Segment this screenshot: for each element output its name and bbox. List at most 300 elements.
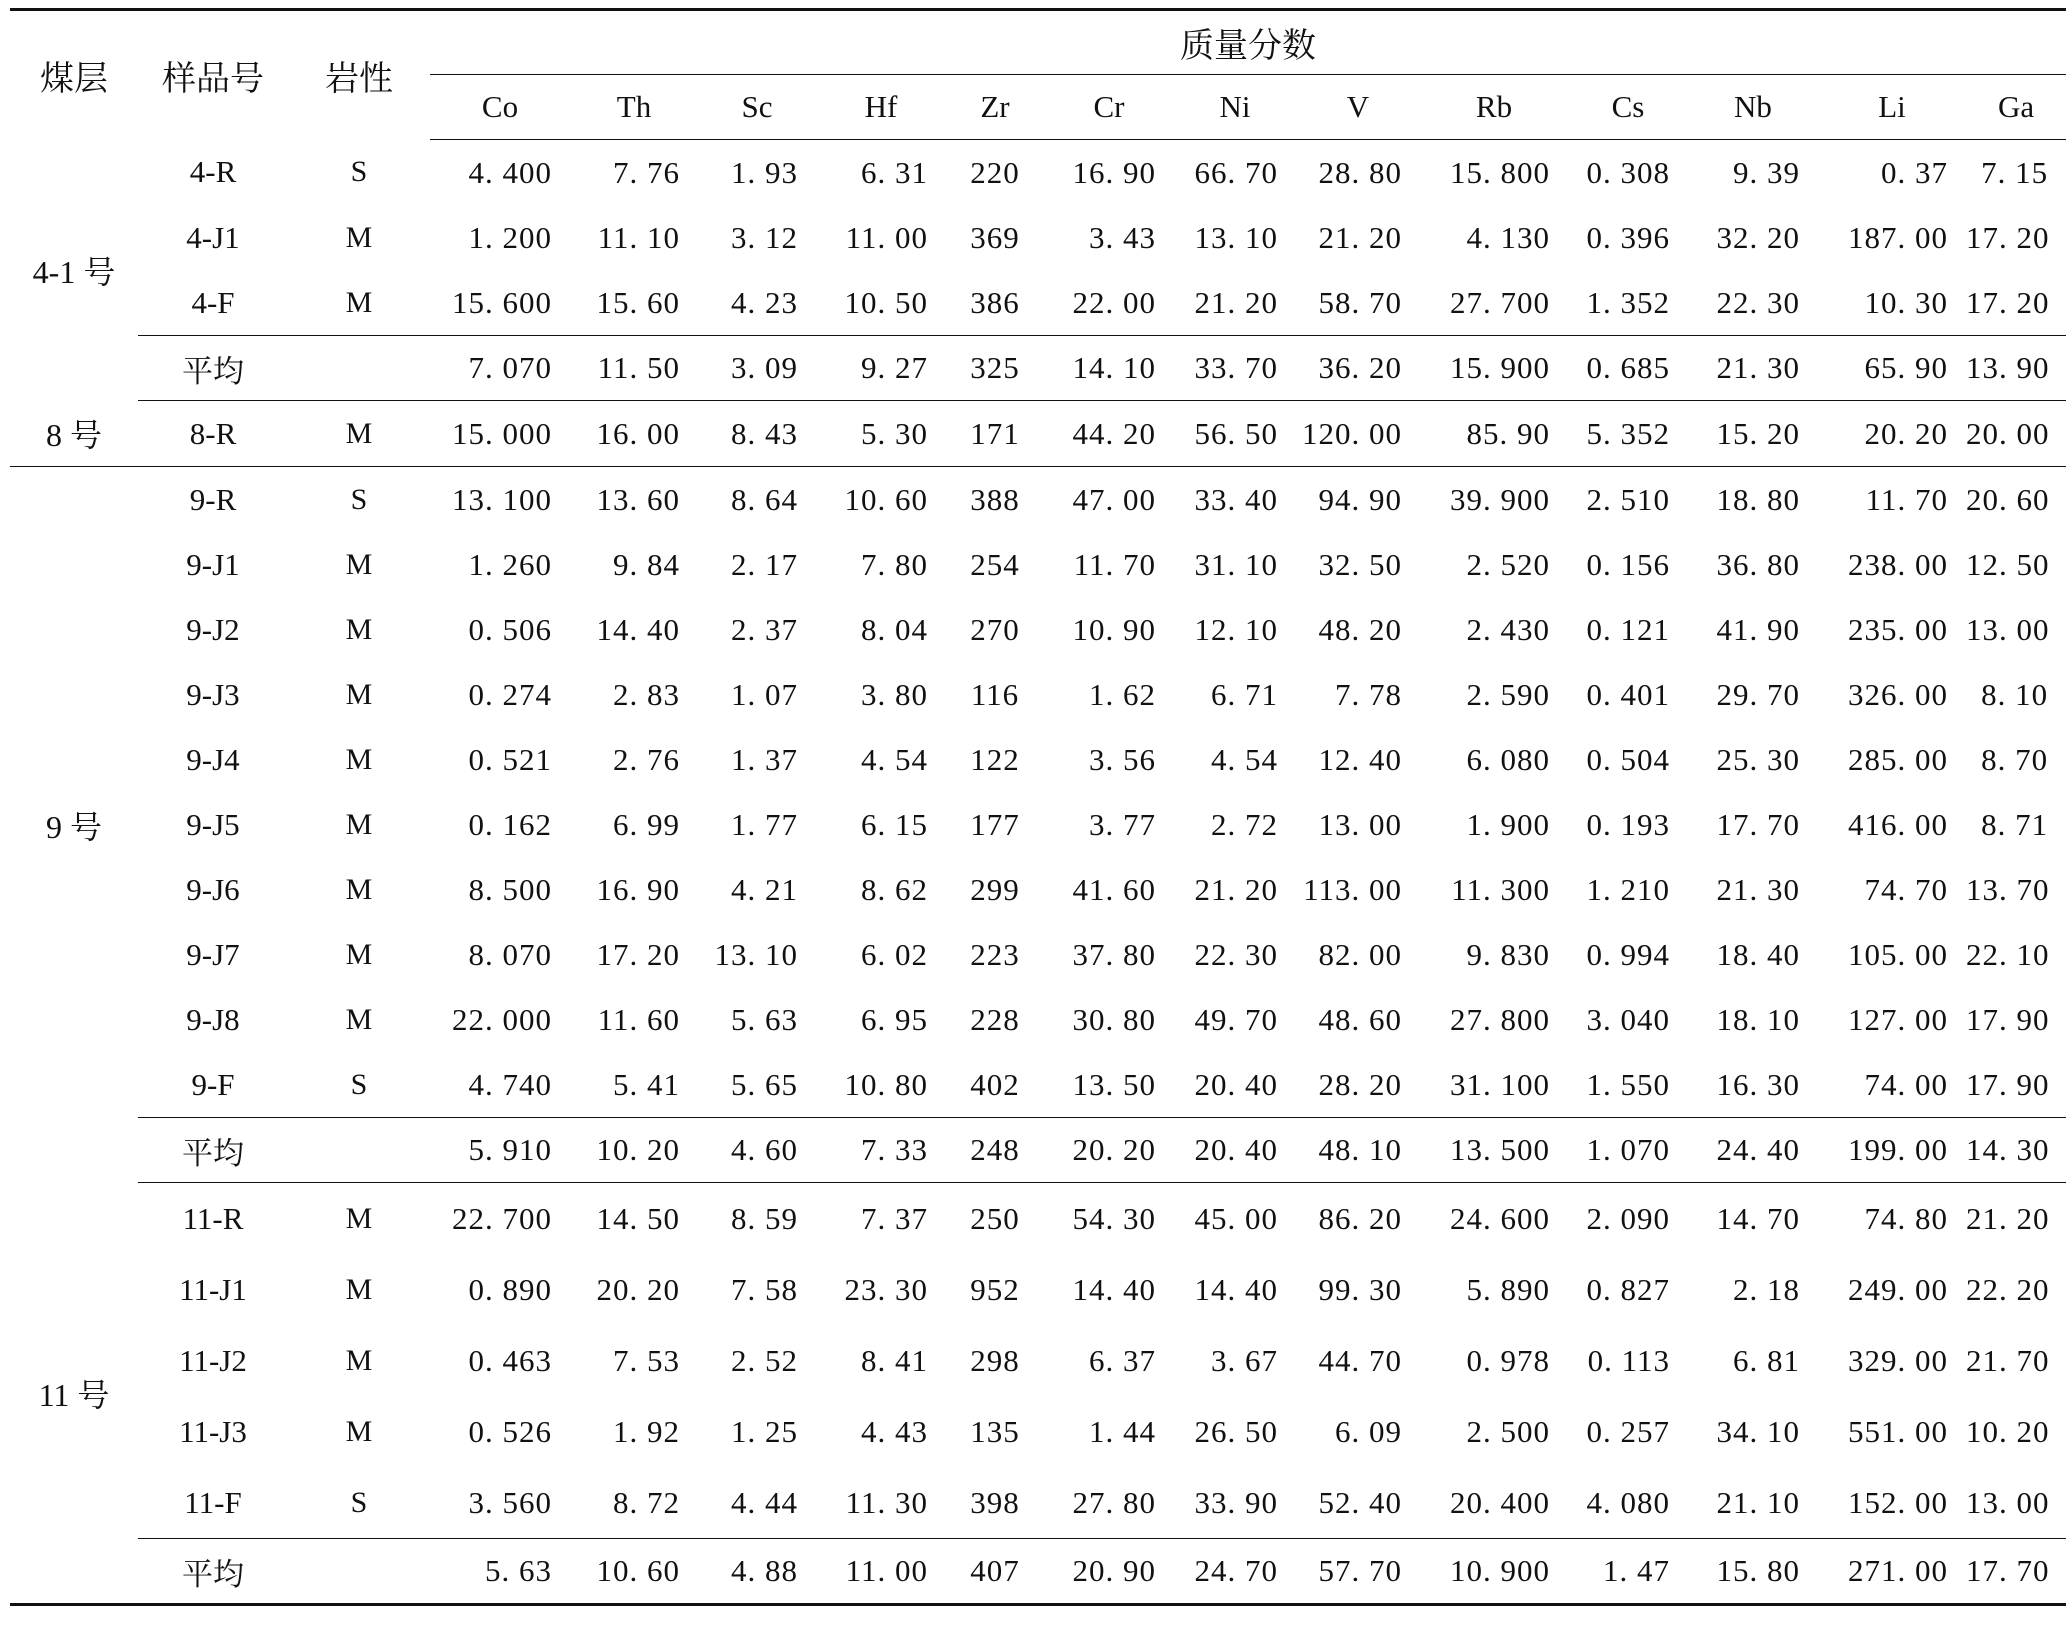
lithology-code: M bbox=[345, 937, 373, 971]
value-hf: 8. 62 bbox=[861, 871, 928, 907]
value-sc: 4. 21 bbox=[731, 871, 798, 907]
value-sc: 7. 58 bbox=[731, 1271, 798, 1307]
lithology-code: M bbox=[345, 547, 373, 581]
header-element-rb: Rb bbox=[1420, 75, 1568, 140]
sample-id: 11-J3 bbox=[179, 1413, 247, 1449]
value-cr: 27. 80 bbox=[1072, 1484, 1156, 1520]
header-mass-fraction: 质量分数 bbox=[430, 10, 2066, 75]
sample-id: 9-J3 bbox=[186, 676, 240, 712]
header-element-sc: Sc bbox=[698, 75, 816, 140]
table-row bbox=[10, 205, 2066, 270]
header-element-hf: Hf bbox=[816, 75, 946, 140]
value-nb: 21. 30 bbox=[1716, 871, 1800, 907]
average-th: 10. 20 bbox=[570, 1118, 698, 1183]
value-cr: 16. 90 bbox=[1072, 154, 1156, 190]
value-zr: 220 bbox=[970, 154, 1020, 190]
value-li: 127. 00 bbox=[1848, 1001, 1948, 1037]
value-th: 14. 50 bbox=[596, 1200, 680, 1236]
value-cs: 1. 210 bbox=[1586, 871, 1670, 907]
value-nb: 9. 39 bbox=[1733, 154, 1800, 190]
value-v: 7. 78 bbox=[1335, 676, 1402, 712]
value-ga: 20. 60 bbox=[1966, 481, 2050, 517]
seam-label: 11 号 bbox=[38, 1376, 110, 1413]
average-li: 65. 90 bbox=[1818, 336, 1966, 401]
value-nb: 18. 10 bbox=[1716, 1001, 1800, 1037]
value-co: 0. 526 bbox=[468, 1413, 552, 1449]
value-rb: 2. 500 bbox=[1466, 1413, 1550, 1449]
value-sc: 2. 37 bbox=[731, 611, 798, 647]
lithology-code: S bbox=[350, 155, 368, 189]
table-row bbox=[10, 532, 2066, 597]
average-co: 5. 63 bbox=[430, 1539, 570, 1605]
value-v: 21. 20 bbox=[1318, 219, 1402, 255]
value-co: 15. 600 bbox=[452, 284, 552, 320]
lithology-code: M bbox=[345, 807, 373, 841]
value-li: 329. 00 bbox=[1848, 1342, 1948, 1378]
table-header bbox=[10, 10, 2066, 140]
table-row bbox=[10, 140, 2066, 206]
header-element-ga: Ga bbox=[1966, 75, 2066, 140]
seam-label: 9 号 bbox=[45, 808, 102, 845]
value-th: 2. 83 bbox=[613, 676, 680, 712]
value-zr: 952 bbox=[970, 1271, 1020, 1307]
value-sc: 4. 44 bbox=[731, 1484, 798, 1520]
value-hf: 8. 04 bbox=[861, 611, 928, 647]
value-co: 1. 260 bbox=[468, 546, 552, 582]
average-sc: 4. 60 bbox=[698, 1118, 816, 1183]
value-rb: 1. 900 bbox=[1466, 806, 1550, 842]
value-ni: 22. 30 bbox=[1194, 936, 1278, 972]
value-ga: 8. 70 bbox=[1981, 741, 2049, 777]
value-cs: 1. 352 bbox=[1586, 284, 1670, 320]
value-v: 48. 60 bbox=[1318, 1001, 1402, 1037]
value-ni: 21. 20 bbox=[1194, 284, 1278, 320]
value-th: 16. 90 bbox=[596, 871, 680, 907]
value-ga: 13. 00 bbox=[1966, 611, 2050, 647]
lithology-empty bbox=[288, 1539, 430, 1605]
value-cr: 41. 60 bbox=[1072, 871, 1156, 907]
value-nb: 29. 70 bbox=[1716, 676, 1800, 712]
value-ni: 49. 70 bbox=[1194, 1001, 1278, 1037]
value-zr: 228 bbox=[970, 1001, 1020, 1037]
sample-id: 8-R bbox=[138, 401, 288, 467]
table-row bbox=[10, 1254, 2066, 1325]
table-row bbox=[10, 467, 2066, 533]
lithology-code: M bbox=[345, 220, 373, 254]
lithology-code: M bbox=[345, 872, 373, 906]
value-rb: 2. 590 bbox=[1466, 676, 1550, 712]
header-element-cs: Cs bbox=[1568, 75, 1688, 140]
value-rb: 39. 900 bbox=[1450, 481, 1550, 517]
sample-id: 4-F bbox=[191, 284, 235, 320]
table-row bbox=[10, 597, 2066, 662]
value-nb: 21. 10 bbox=[1716, 1484, 1800, 1520]
average-zr: 325 bbox=[946, 336, 1044, 401]
value-th: 15. 60 bbox=[596, 284, 680, 320]
value-sc: 1. 25 bbox=[731, 1413, 798, 1449]
value-cs: 4. 080 bbox=[1586, 1484, 1670, 1520]
value-ga: 8. 71 bbox=[1981, 806, 2049, 842]
table-row bbox=[10, 270, 2066, 336]
value-rb: 24. 600 bbox=[1450, 1200, 1550, 1236]
table-row bbox=[10, 1396, 2066, 1467]
value-rb: 9. 830 bbox=[1466, 936, 1550, 972]
average-row bbox=[10, 1539, 2066, 1605]
value-li: 285. 00 bbox=[1848, 741, 1948, 777]
value-li: 187. 00 bbox=[1848, 219, 1948, 255]
lithology-code: M bbox=[345, 742, 373, 776]
value-ni: 20. 40 bbox=[1194, 1066, 1278, 1102]
trace-element-table bbox=[10, 8, 2066, 1606]
value-cr: 47. 00 bbox=[1072, 481, 1156, 517]
average-rb: 13. 500 bbox=[1420, 1118, 1568, 1183]
value-li: 249. 00 bbox=[1848, 1271, 1948, 1307]
average-th: 11. 50 bbox=[570, 336, 698, 401]
value-co: 0. 521 bbox=[468, 741, 552, 777]
value-zr: 270 bbox=[970, 611, 1020, 647]
value-hf: 4. 54 bbox=[861, 741, 928, 777]
value-co: 0. 274 bbox=[468, 676, 552, 712]
value-nb: 18. 40 bbox=[1716, 936, 1800, 972]
average-row bbox=[10, 1118, 2066, 1183]
value-sc: 5. 63 bbox=[731, 1001, 798, 1037]
value-rb: 20. 400 bbox=[1450, 1484, 1550, 1520]
value-co: 8. 500 bbox=[468, 871, 552, 907]
average-hf: 7. 33 bbox=[816, 1118, 946, 1183]
value-li: 74. 00 bbox=[1864, 1066, 1948, 1102]
value-sc: 5. 65 bbox=[731, 1066, 798, 1102]
value-sc: 8. 43 bbox=[698, 401, 816, 467]
value-ga: 22. 20 bbox=[1966, 1271, 2050, 1307]
value-sc: 3. 12 bbox=[731, 219, 798, 255]
value-ni: 31. 10 bbox=[1194, 546, 1278, 582]
value-zr: 116 bbox=[970, 676, 1020, 712]
value-cr: 3. 56 bbox=[1089, 741, 1156, 777]
lithology-code: M bbox=[345, 677, 373, 711]
value-th: 11. 60 bbox=[597, 1001, 680, 1037]
value-hf: 10. 80 bbox=[844, 1066, 928, 1102]
value-cs: 0. 113 bbox=[1587, 1342, 1670, 1378]
value-ga: 13. 00 bbox=[1966, 1484, 2050, 1520]
average-co: 7. 070 bbox=[430, 336, 570, 401]
value-rb: 27. 700 bbox=[1450, 284, 1550, 320]
value-hf: 5. 30 bbox=[816, 401, 946, 467]
average-sc: 3. 09 bbox=[698, 336, 816, 401]
value-hf: 7. 37 bbox=[861, 1200, 928, 1236]
lithology-code: M bbox=[345, 1414, 373, 1448]
average-hf: 11. 00 bbox=[816, 1539, 946, 1605]
value-v: 44. 70 bbox=[1318, 1342, 1402, 1378]
value-rb: 4. 130 bbox=[1466, 219, 1550, 255]
lithology-code: M bbox=[345, 285, 373, 319]
value-nb: 25. 30 bbox=[1716, 741, 1800, 777]
value-zr: 122 bbox=[970, 741, 1020, 777]
value-th: 17. 20 bbox=[596, 936, 680, 972]
value-cr: 37. 80 bbox=[1072, 936, 1156, 972]
value-rb: 6. 080 bbox=[1466, 741, 1550, 777]
value-rb: 15. 800 bbox=[1450, 154, 1550, 190]
value-cr: 22. 00 bbox=[1072, 284, 1156, 320]
value-v: 6. 09 bbox=[1335, 1413, 1402, 1449]
table-body bbox=[10, 140, 2066, 1605]
value-nb: 6. 81 bbox=[1733, 1342, 1800, 1378]
value-ga: 17. 20 bbox=[1966, 284, 2050, 320]
table-row bbox=[10, 1052, 2066, 1118]
average-ga: 14. 30 bbox=[1966, 1118, 2066, 1183]
value-ga: 17. 90 bbox=[1966, 1066, 2050, 1102]
header-element-v: V bbox=[1296, 75, 1420, 140]
sample-id: 9-R bbox=[189, 481, 237, 517]
sample-id: 4-J1 bbox=[186, 219, 240, 255]
value-co: 1. 200 bbox=[468, 219, 552, 255]
value-cr: 1. 62 bbox=[1089, 676, 1156, 712]
average-li: 199. 00 bbox=[1818, 1118, 1966, 1183]
value-ni: 66. 70 bbox=[1194, 154, 1278, 190]
value-zr: 402 bbox=[970, 1066, 1020, 1102]
value-sc: 1. 77 bbox=[731, 806, 798, 842]
value-co: 0. 506 bbox=[468, 611, 552, 647]
value-cr: 6. 37 bbox=[1089, 1342, 1156, 1378]
average-label: 平均 bbox=[138, 336, 288, 401]
value-cs: 0. 193 bbox=[1586, 806, 1670, 842]
sample-id: 11-F bbox=[184, 1484, 242, 1520]
value-co: 0. 162 bbox=[468, 806, 552, 842]
value-th: 5. 41 bbox=[613, 1066, 680, 1102]
value-hf: 23. 30 bbox=[844, 1271, 928, 1307]
average-v: 36. 20 bbox=[1296, 336, 1420, 401]
value-th: 2. 76 bbox=[613, 741, 680, 777]
header-lithology: 岩性 bbox=[325, 60, 393, 98]
value-cs: 0. 401 bbox=[1586, 676, 1670, 712]
value-th: 8. 72 bbox=[613, 1484, 680, 1520]
sample-id: 9-J1 bbox=[186, 546, 240, 582]
value-cs: 2. 510 bbox=[1586, 481, 1670, 517]
value-cs: 0. 156 bbox=[1586, 546, 1670, 582]
value-ga: 17. 20 bbox=[1966, 219, 2050, 255]
value-rb: 31. 100 bbox=[1450, 1066, 1550, 1102]
value-zr: 254 bbox=[970, 546, 1020, 582]
value-cs: 2. 090 bbox=[1586, 1200, 1670, 1236]
value-sc: 13. 10 bbox=[714, 936, 798, 972]
average-ni: 20. 40 bbox=[1174, 1118, 1296, 1183]
table-row bbox=[10, 1325, 2066, 1396]
value-cr: 44. 20 bbox=[1044, 401, 1174, 467]
lithology-code: S bbox=[350, 482, 368, 516]
value-ni: 3. 67 bbox=[1211, 1342, 1278, 1378]
sample-id: 9-F bbox=[191, 1066, 235, 1102]
value-co: 0. 463 bbox=[468, 1342, 552, 1378]
lithology-code: M bbox=[345, 1201, 373, 1235]
value-th: 9. 84 bbox=[613, 546, 680, 582]
header-element-co: Co bbox=[430, 75, 570, 140]
value-th: 20. 20 bbox=[596, 1271, 680, 1307]
value-hf: 7. 80 bbox=[861, 546, 928, 582]
value-co: 0. 890 bbox=[468, 1271, 552, 1307]
value-ga: 21. 20 bbox=[1966, 1200, 2050, 1236]
value-rb: 2. 520 bbox=[1466, 546, 1550, 582]
seam-label: 4-1 号 bbox=[32, 254, 116, 290]
value-nb: 16. 30 bbox=[1716, 1066, 1800, 1102]
value-cr: 1. 44 bbox=[1089, 1413, 1156, 1449]
value-ga: 21. 70 bbox=[1966, 1342, 2050, 1378]
value-ni: 56. 50 bbox=[1174, 401, 1296, 467]
value-ni: 6. 71 bbox=[1211, 676, 1278, 712]
value-rb: 11. 300 bbox=[1451, 871, 1550, 907]
value-ga: 20. 00 bbox=[1966, 401, 2066, 467]
value-ni: 4. 54 bbox=[1211, 741, 1278, 777]
value-hf: 8. 41 bbox=[861, 1342, 928, 1378]
value-zr: 386 bbox=[970, 284, 1020, 320]
value-zr: 250 bbox=[970, 1200, 1020, 1236]
value-li: 152. 00 bbox=[1848, 1484, 1948, 1520]
table-row bbox=[10, 857, 2066, 922]
value-th: 6. 99 bbox=[613, 806, 680, 842]
lithology-code: S bbox=[350, 1067, 368, 1101]
value-co: 22. 700 bbox=[452, 1200, 552, 1236]
value-cr: 14. 40 bbox=[1072, 1271, 1156, 1307]
lithology-code: M bbox=[345, 1272, 373, 1306]
value-v: 120. 00 bbox=[1296, 401, 1420, 467]
value-th: 1. 92 bbox=[613, 1413, 680, 1449]
value-sc: 1. 07 bbox=[731, 676, 798, 712]
lithology-code: M bbox=[288, 401, 430, 467]
lithology-code: M bbox=[345, 1002, 373, 1036]
average-cs: 0. 685 bbox=[1568, 336, 1688, 401]
value-v: 94. 90 bbox=[1318, 481, 1402, 517]
value-co: 3. 560 bbox=[468, 1484, 552, 1520]
sample-id: 9-J8 bbox=[186, 1001, 240, 1037]
average-hf: 9. 27 bbox=[816, 336, 946, 401]
table-row bbox=[10, 401, 2066, 467]
header-element-li: Li bbox=[1818, 75, 1966, 140]
value-th: 16. 00 bbox=[570, 401, 698, 467]
average-rb: 15. 900 bbox=[1420, 336, 1568, 401]
value-co: 8. 070 bbox=[468, 936, 552, 972]
value-cr: 3. 77 bbox=[1089, 806, 1156, 842]
average-cr: 20. 20 bbox=[1044, 1118, 1174, 1183]
value-zr: 177 bbox=[970, 806, 1020, 842]
lithology-empty bbox=[288, 336, 430, 401]
sample-id: 9-J2 bbox=[186, 611, 240, 647]
header-element-th: Th bbox=[570, 75, 698, 140]
value-ni: 26. 50 bbox=[1194, 1413, 1278, 1449]
lithology-code: M bbox=[345, 1343, 373, 1377]
lithology-code: S bbox=[350, 1485, 368, 1519]
value-li: 20. 20 bbox=[1818, 401, 1966, 467]
sample-id: 11-R bbox=[182, 1200, 244, 1236]
value-li: 0. 37 bbox=[1881, 154, 1948, 190]
header-sample: 样品号 bbox=[162, 60, 264, 98]
value-co: 4. 400 bbox=[468, 154, 552, 190]
value-v: 48. 20 bbox=[1318, 611, 1402, 647]
value-ga: 12. 50 bbox=[1966, 546, 2050, 582]
value-cs: 0. 308 bbox=[1586, 154, 1670, 190]
value-v: 13. 00 bbox=[1318, 806, 1402, 842]
value-sc: 1. 93 bbox=[731, 154, 798, 190]
value-v: 86. 20 bbox=[1318, 1200, 1402, 1236]
value-v: 52. 40 bbox=[1318, 1484, 1402, 1520]
value-zr: 369 bbox=[970, 219, 1020, 255]
value-li: 74. 80 bbox=[1864, 1200, 1948, 1236]
value-li: 11. 70 bbox=[1865, 481, 1948, 517]
value-li: 10. 30 bbox=[1864, 284, 1948, 320]
value-cr: 10. 90 bbox=[1072, 611, 1156, 647]
lithology-empty bbox=[288, 1118, 430, 1183]
value-cs: 1. 550 bbox=[1586, 1066, 1670, 1102]
value-ga: 13. 70 bbox=[1966, 871, 2050, 907]
lithology-code: M bbox=[345, 612, 373, 646]
value-co: 15. 000 bbox=[430, 401, 570, 467]
value-ni: 12. 10 bbox=[1194, 611, 1278, 647]
value-cr: 30. 80 bbox=[1072, 1001, 1156, 1037]
value-hf: 6. 31 bbox=[861, 154, 928, 190]
value-hf: 4. 43 bbox=[861, 1413, 928, 1449]
value-cr: 13. 50 bbox=[1072, 1066, 1156, 1102]
value-sc: 1. 37 bbox=[731, 741, 798, 777]
value-ni: 33. 90 bbox=[1194, 1484, 1278, 1520]
value-co: 13. 100 bbox=[452, 481, 552, 517]
average-ga: 13. 90 bbox=[1966, 336, 2066, 401]
seam-label: 8 号 bbox=[10, 401, 138, 467]
average-nb: 24. 40 bbox=[1688, 1118, 1818, 1183]
sample-id: 9-J5 bbox=[186, 806, 240, 842]
value-li: 105. 00 bbox=[1848, 936, 1948, 972]
value-cs: 0. 827 bbox=[1586, 1271, 1670, 1307]
value-zr: 135 bbox=[970, 1413, 1020, 1449]
value-v: 58. 70 bbox=[1318, 284, 1402, 320]
value-hf: 3. 80 bbox=[861, 676, 928, 712]
table-row bbox=[10, 922, 2066, 987]
value-cs: 0. 396 bbox=[1586, 219, 1670, 255]
value-li: 326. 00 bbox=[1848, 676, 1948, 712]
header-element-zr: Zr bbox=[946, 75, 1044, 140]
value-nb: 18. 80 bbox=[1716, 481, 1800, 517]
value-cs: 0. 994 bbox=[1586, 936, 1670, 972]
value-hf: 6. 02 bbox=[861, 936, 928, 972]
header-element-nb: Nb bbox=[1688, 75, 1818, 140]
value-hf: 10. 60 bbox=[844, 481, 928, 517]
value-li: 238. 00 bbox=[1848, 546, 1948, 582]
sample-id: 4-R bbox=[189, 154, 237, 190]
average-nb: 21. 30 bbox=[1688, 336, 1818, 401]
table-row bbox=[10, 727, 2066, 792]
value-sc: 4. 23 bbox=[731, 284, 798, 320]
value-cs: 0. 257 bbox=[1586, 1413, 1670, 1449]
value-rb: 0. 978 bbox=[1466, 1342, 1550, 1378]
value-co: 4. 740 bbox=[468, 1066, 552, 1102]
value-hf: 11. 30 bbox=[845, 1484, 928, 1520]
value-cr: 54. 30 bbox=[1072, 1200, 1156, 1236]
value-ni: 33. 40 bbox=[1194, 481, 1278, 517]
average-li: 271. 00 bbox=[1818, 1539, 1966, 1605]
average-zr: 248 bbox=[946, 1118, 1044, 1183]
table-row bbox=[10, 987, 2066, 1052]
value-v: 32. 50 bbox=[1318, 546, 1402, 582]
value-co: 22. 000 bbox=[452, 1001, 552, 1037]
value-sc: 8. 64 bbox=[731, 481, 798, 517]
value-hf: 6. 95 bbox=[861, 1001, 928, 1037]
value-zr: 298 bbox=[970, 1342, 1020, 1378]
value-nb: 32. 20 bbox=[1716, 219, 1800, 255]
value-zr: 223 bbox=[970, 936, 1020, 972]
average-rb: 10. 900 bbox=[1420, 1539, 1568, 1605]
value-v: 28. 20 bbox=[1318, 1066, 1402, 1102]
value-rb: 5. 890 bbox=[1466, 1271, 1550, 1307]
value-v: 99. 30 bbox=[1318, 1271, 1402, 1307]
average-sc: 4. 88 bbox=[698, 1539, 816, 1605]
value-v: 113. 00 bbox=[1303, 871, 1402, 907]
table-row bbox=[10, 792, 2066, 857]
